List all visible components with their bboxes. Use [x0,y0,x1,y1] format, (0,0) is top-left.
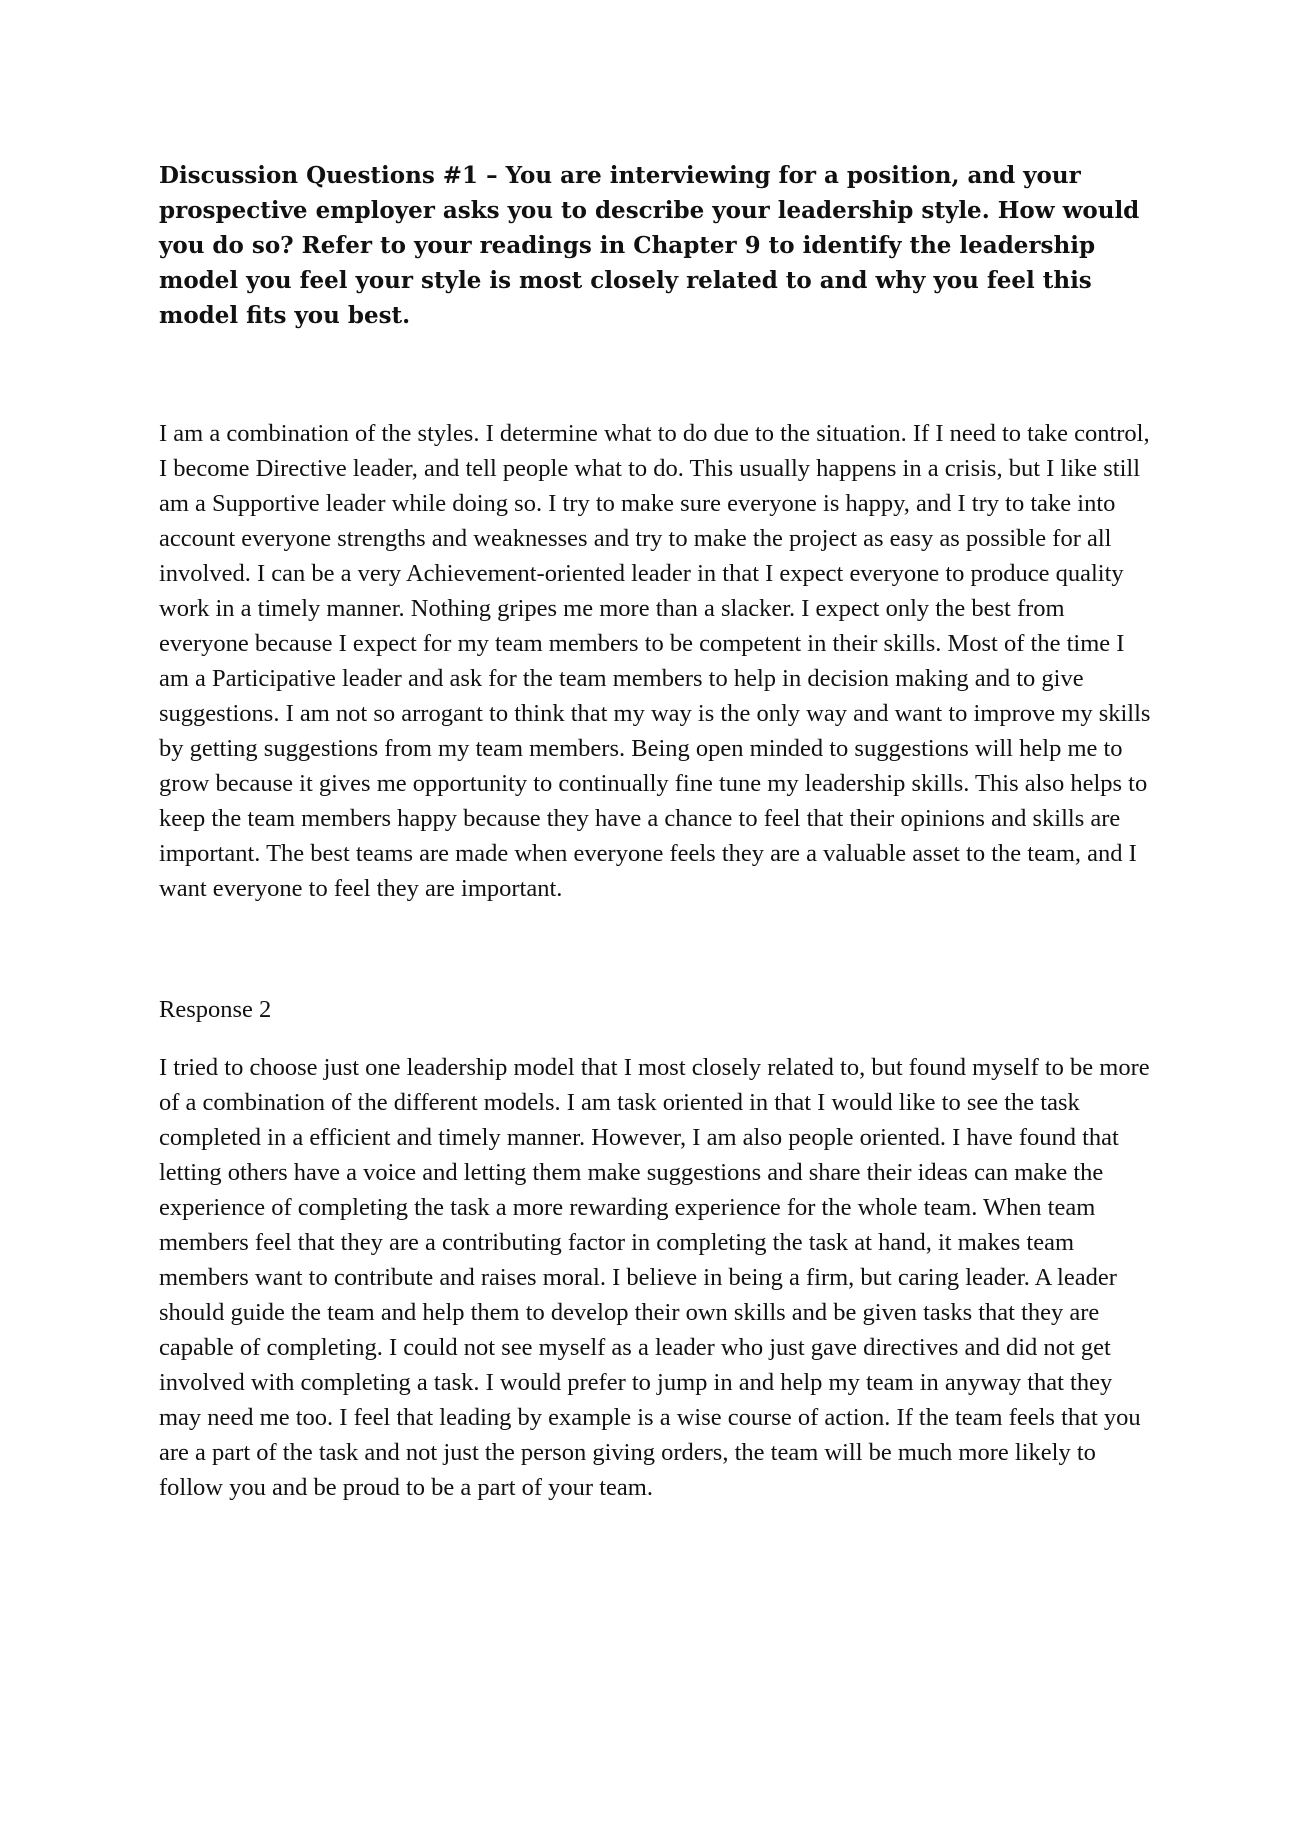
response-2-text: I tried to choose just one leadership model that I most closely related to, but found myself to be more of a combination of the different models. I am task oriented in that I would like to see the task completed in a efficient and timely manner. However, I am also people oriented. I have found that letting others have a voice and letting them make suggestions and share their ideas can make the experience of completing the task a more rewarding experience for the whole team. When team members feel that they are a contributing factor in completing the task at hand, it makes team members want to contribute and raises moral. I believe in being a firm, but caring leader. A leader should guide the team and help them to develop their own skills and be given tasks that they are capable of completing. I could not see myself as a leader who just gave directives and did not get involved with completing a task. I would prefer to jump in and help my team in anyway that they may need me too. I feel that leading by example is a wise course of action. If the team feels that you are a part of the task and not just the person giving orders, the team will be much more likely to follow you and be proud to be a part of your team. [159,1054,1150,1501]
document-body [159,158,1159,1505]
discussion-question: Discussion Questions #1 – You are interviewing for a position, and your prospective employer asks you to describe your leadership style. How would you do so? Refer to your readings in Chapter 9 to identify the leadership model you feel your style is most closely related to and why you feel this model fits you best. [159,162,1140,329]
response-1-text: I am a combination of the styles. I determine what to do due to the situation. If I need to take control, I become Directive leader, and tell people what to do. This usually happens in a crisis, but I like still am a Supportive leader while doing so. I try to make sure everyone is happy, and I try to take into account everyone strengths and weaknesses and try to make the project as easy as possible for all involved. I can be a very Achievement-oriented leader in that I expect everyone to produce quality work in a timely manner. Nothing gripes me more than a slacker. I expect only the best from everyone because I expect for my team members to be competent in their skills. Most of the time I am a Participative leader and ask for the team members to help in decision making and to give suggestions. I am not so arrogant to think that my way is the only way and want to improve my skills by getting suggestions from my team members. Being open minded to suggestions will help me to grow because it gives me opportunity to continually fine tune my leadership skills. This also helps to keep the team members happy because they have a chance to feel that their opinions and skills are important. The best teams are made when everyone feels they are a valuable asset to the team, and I want everyone to feel they are important. [159,420,1151,902]
response-2-heading: Response 2 [159,996,272,1023]
